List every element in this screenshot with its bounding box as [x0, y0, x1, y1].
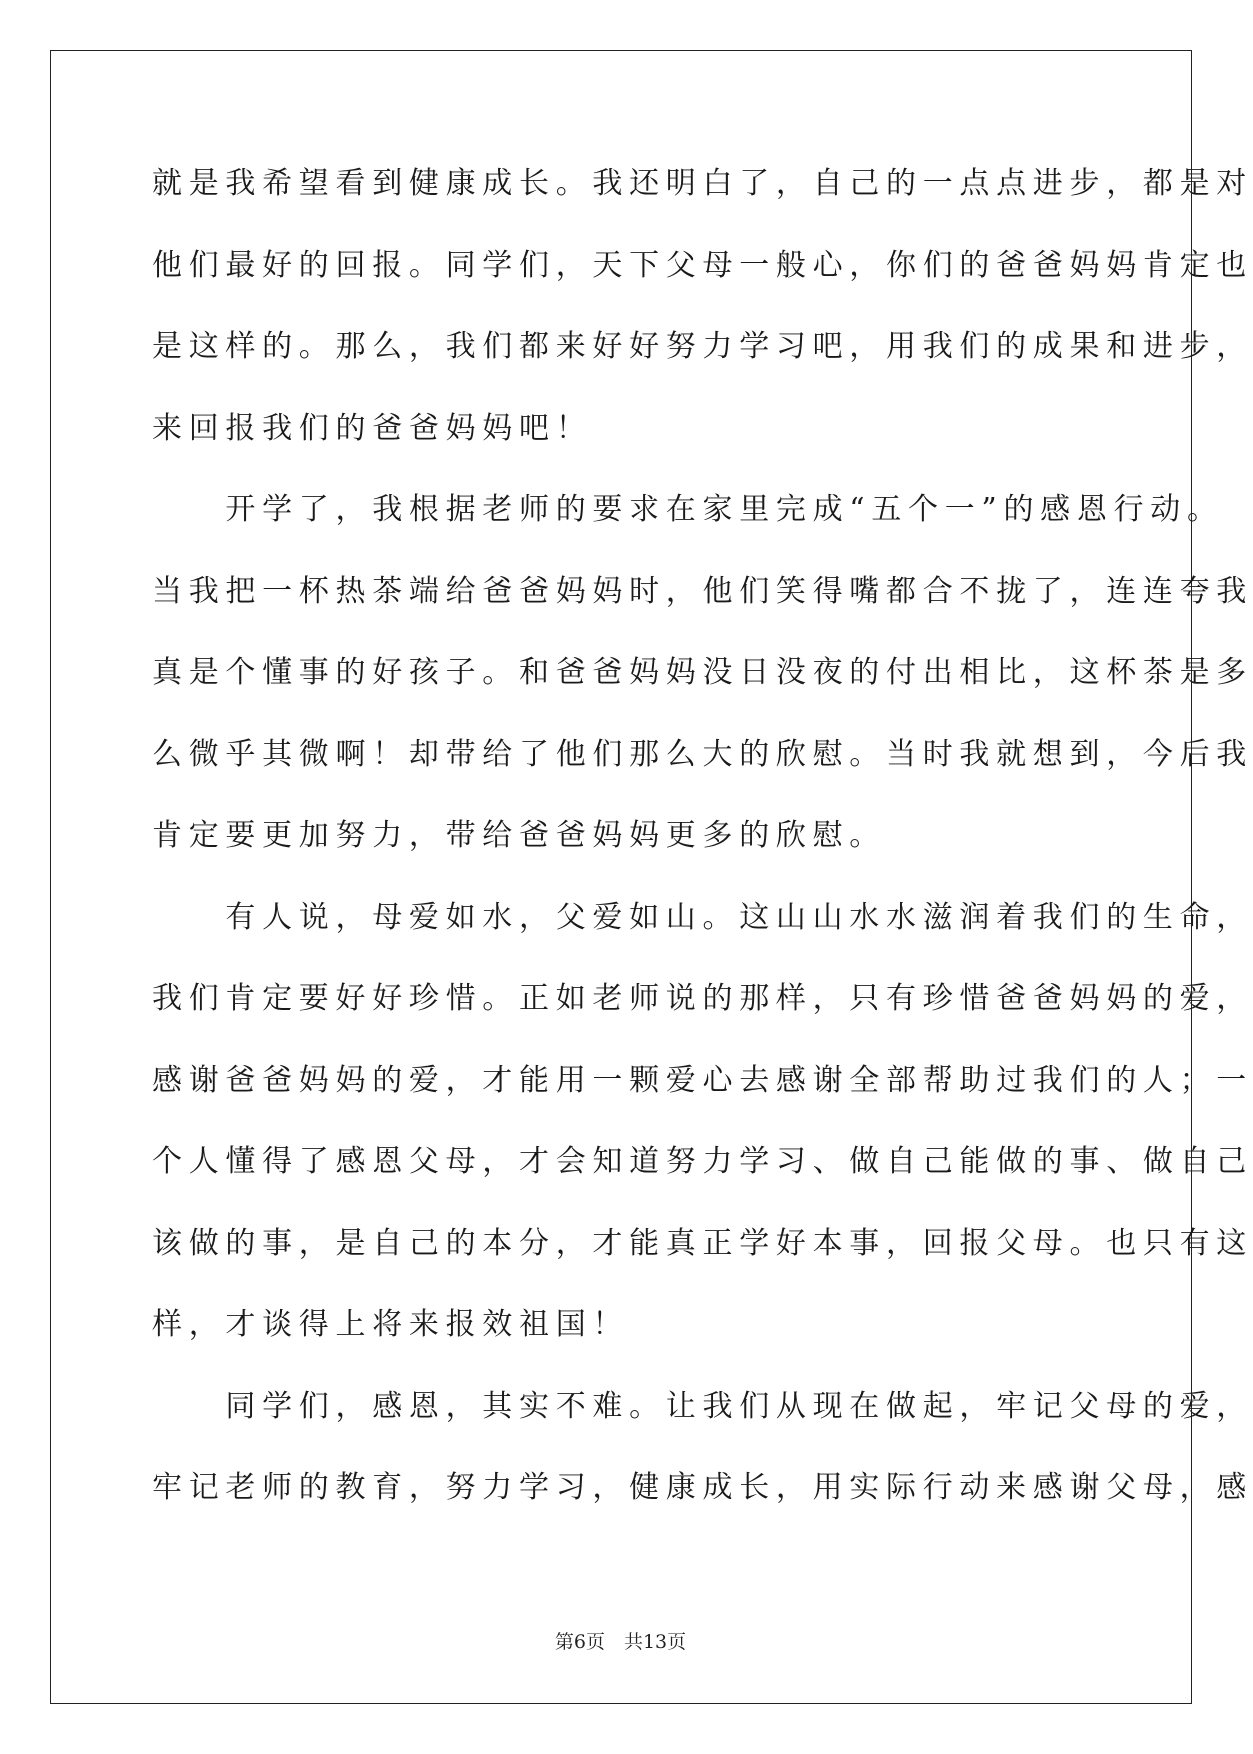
text-line: 同学们，感恩，其实不难。让我们从现在做起，牢记父母的爱， [152, 1388, 1253, 1424]
text-line: 开学了，我根据老师的要求在家里完成“五个一”的感恩行动。 [152, 492, 1224, 527]
text-line: 肯定要更加努力，带给爸爸妈妈更多的欣慰。 [152, 818, 886, 853]
text-line: 他们最好的回报。同学们，天下父母一般心，你们的爸爸妈妈肯定也 [152, 247, 1253, 283]
text-line: 感谢爸爸妈妈的爱，才能用一颗爱心去感谢全部帮助过我们的人；一 [152, 1062, 1253, 1098]
text-line: 就是我希望看到健康成长。我还明白了，自己的一点点进步，都是对 [152, 166, 1253, 201]
document-body [152, 164, 1253, 1550]
text-line: 牢记老师的教育，努力学习，健康成长，用实际行动来感谢父母，感 [152, 1470, 1253, 1505]
text-line: 当我把一杯热茶端给爸爸妈妈时，他们笑得嘴都合不拢了，连连夸我 [152, 573, 1253, 609]
text-line: 是这样的。那么，我们都来好好努力学习吧，用我们的成果和进步， [152, 329, 1253, 364]
page-number: 第6页 共13页 [554, 1631, 687, 1653]
text-line: 样，才谈得上将来报效祖国！ [152, 1307, 630, 1342]
text-line: 个人懂得了感恩父母，才会知道努力学习、做自己能做的事、做自己 [152, 1144, 1253, 1179]
text-line: 有人说，母爱如水，父爱如山。这山山水水滋润着我们的生命， [152, 899, 1253, 935]
text-line: 来回报我们的爸爸妈妈吧！ [152, 410, 593, 446]
text-line: 我们肯定要好好珍惜。正如老师说的那样，只有珍惜爸爸妈妈的爱， [152, 981, 1253, 1016]
text-line: 真是个懂事的好孩子。和爸爸妈妈没日没夜的付出相比，这杯茶是多 [152, 655, 1253, 690]
text-line: 该做的事，是自己的本分，才能真正学好本事，回报父母。也只有这 [152, 1225, 1253, 1261]
text-line: 么微乎其微啊！却带给了他们那么大的欣慰。当时我就想到，今后我 [152, 736, 1253, 772]
